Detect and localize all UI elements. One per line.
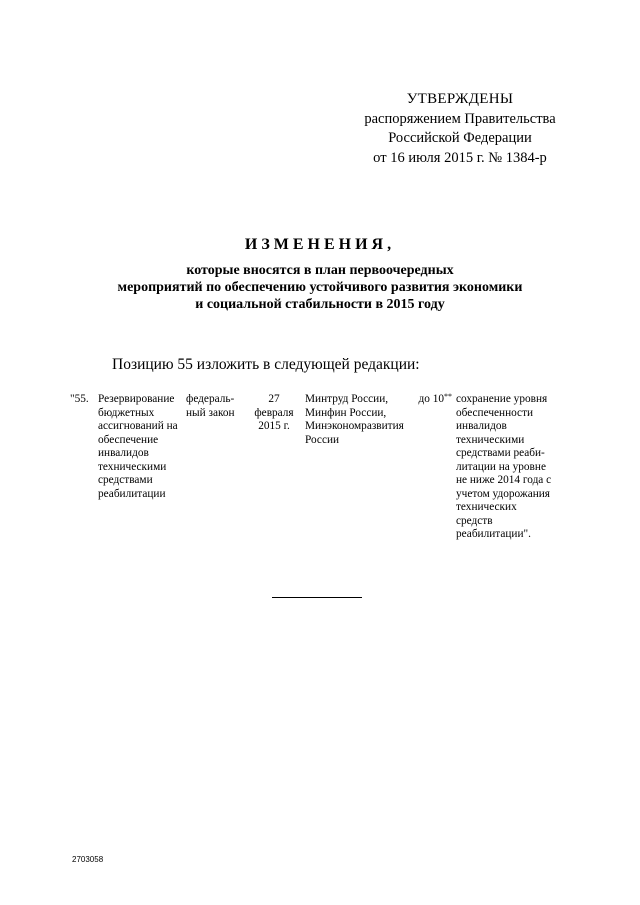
cell-line: ный закон (186, 406, 235, 419)
cell-line: февраля (254, 406, 294, 419)
divider-line (272, 597, 362, 598)
cell-line: Минфин России, (305, 406, 387, 419)
cell-line: техническими (98, 460, 167, 473)
cell-line: техническими (456, 433, 525, 446)
cell-line: инвалидов (456, 420, 507, 432)
cell-line: Резервирование (98, 393, 175, 405)
cell-line: Минэкономразвития (305, 420, 404, 432)
cell-line: 27 (268, 393, 280, 405)
intro-text: Позицию 55 изложить в следующей редакции: (112, 356, 420, 373)
cell-line: средствами (98, 474, 153, 486)
cell-line: литации на уровне (456, 460, 546, 473)
position-number: "55. (70, 393, 89, 405)
cell-line: учетом удорожания (456, 487, 550, 500)
cell-line: реабилитации". (456, 528, 531, 540)
cell-line: Минтруд России, (305, 393, 389, 405)
amount-footnote-mark: ** (444, 392, 452, 401)
position-action (98, 393, 182, 501)
cell-line: ассигнований на (98, 420, 178, 432)
cell-line: России (305, 433, 340, 446)
subtitle-line-1: которые вносятся в план первоочередных (186, 263, 454, 278)
position-executors (305, 393, 404, 447)
amount-value: до 10 (418, 393, 444, 405)
subtitle-line-2: мероприятий по обеспечению устойчивого развития экономики (117, 280, 523, 295)
document-subtitle (60, 262, 580, 313)
approval-heading: УТВЕРЖДЕНЫ (406, 91, 514, 107)
position-document-type (186, 393, 244, 420)
approval-block (340, 90, 580, 168)
cell-line: средствами реаби- (456, 447, 545, 459)
cell-line: инвалидов (98, 447, 149, 459)
cell-line: средств (456, 514, 493, 527)
document-title: ИЗМЕНЕНИЯ, (244, 236, 396, 253)
approval-line-3: от 16 июля 2015 г. № 1384-р (373, 149, 547, 166)
cell-line: реабилитации (98, 487, 166, 500)
cell-line: обеспечение (98, 433, 159, 446)
cell-line: обеспеченности (456, 406, 534, 419)
subtitle-line-3: и социальной стабильности в 2015 году (195, 297, 445, 312)
approval-line-2: Российской Федерации (388, 130, 532, 146)
position-amount (412, 393, 452, 407)
cell-line: не ниже 2014 года с (456, 474, 552, 486)
cell-line: бюджетных (98, 406, 155, 419)
position-date (252, 393, 296, 434)
cell-line: федераль- (186, 393, 235, 405)
cell-line: 2015 г. (258, 420, 290, 432)
cell-line: сохранение уровня (456, 393, 548, 405)
position-result (456, 393, 568, 542)
approval-line-1: распоряжением Правительства (364, 110, 556, 127)
cell-line: технических (456, 501, 517, 513)
document-code: 2703058 (72, 855, 104, 864)
